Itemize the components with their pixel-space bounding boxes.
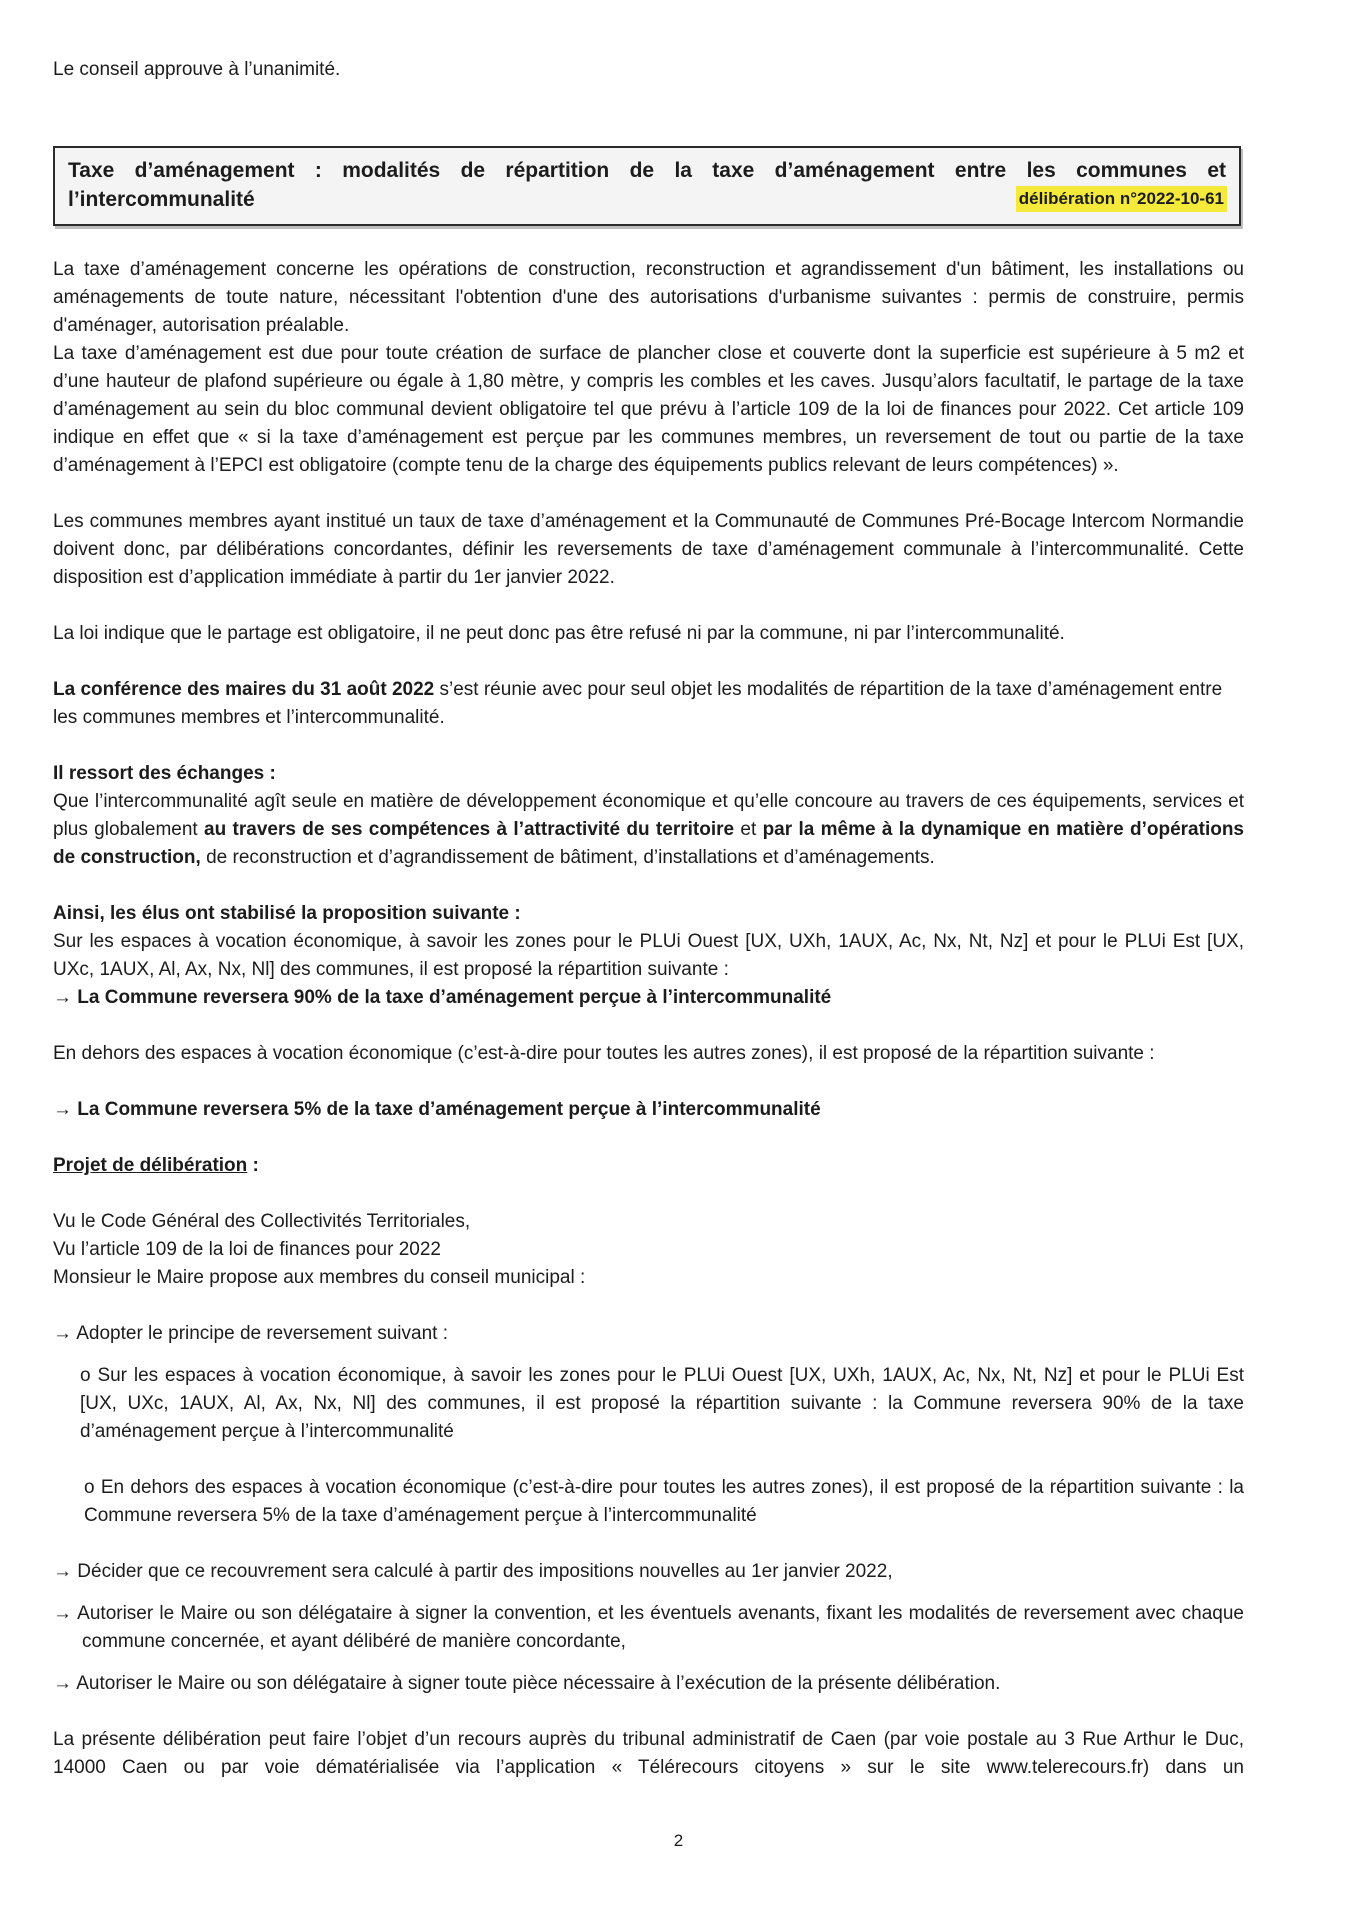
decider-item: → Décider que ce recouvrement sera calculé à partir des impositions nouvelles au 1er janvier 2022, xyxy=(53,1561,893,1582)
arrow-5-percent xyxy=(53,1096,1244,1124)
deliberation-title-line1: Taxe d’aménagement : modalités de répartition de la taxe d’aménagement entre les communes et xyxy=(68,159,1226,182)
autoriser-pieces-item: → Autoriser le Maire ou son délégataire à signer toute pièce nécessaire à l’exécution de la présente délibération. xyxy=(53,1673,1001,1694)
paragraph-definition: La taxe d’aménagement concerne les opérations de construction, reconstruction et agrandissement d'un bâtiment, les installations ou aménagements de toute nature, nécessitant l'obtention d'une des autorisations d'urbanisme suivantes : permis de construire, permis d'aménager, autorisation préalable. xyxy=(53,259,1244,336)
echanges-heading xyxy=(53,760,1244,788)
echanges-text-e: de reconstruction et d’agrandissement de bâtiment, d’installations et d’aménagements. xyxy=(200,847,935,868)
echanges-bold-b: au travers de ses compétences à l’attractivité du territoire xyxy=(204,819,735,840)
option-other-zones: o En dehors des espaces à vocation économique (c’est-à-dire pour toutes les autres zones), il est proposé de la répartition suivante : la Commune reversera 5% de la taxe d’aménagement perçue à l’intercommunalité xyxy=(84,1477,1244,1526)
paragraph-recours: La présente délibération peut faire l’objet d’un recours auprès du tribunal administratif de Caen (par voie postale au 3 Rue Arthur le Duc, 14000 Caen ou par voie dématérialisée via l’application « Télérecours citoyens » sur le site www.telerecours.fr) dans un xyxy=(53,1729,1244,1778)
paragraph-ainsi: Sur les espaces à vocation économique, à savoir les zones pour le PLUi Ouest [UX, UXh, 1AUX, Ac, Nx, Nt, Nz] et pour le PLUi Est [UX, UXc, 1AUX, Al, Ax, Nx, Nl] des communes, il est proposé la répartition suivante : xyxy=(53,931,1244,980)
ainsi-heading xyxy=(53,900,1244,928)
arrow-90-percent xyxy=(53,984,1244,1012)
conference-date-bold: La conférence des maires du 31 août 2022 xyxy=(53,679,435,700)
paragraph-communes: Les communes membres ayant institué un taux de taxe d’aménagement et la Communauté de Communes Pré-Bocage Intercom Normandie doivent donc, par délibérations concordantes, définir les reversements de taxe d’aménagement communale à l’intercommunalité. Cette disposition est d’application immédiate à partir du 1er janvier 2022. xyxy=(53,511,1244,588)
conference-text: s’est réunie avec pour seul objet les modalités de répartition de la taxe d’aménagement entre les communes membres et l’intercommunalité. xyxy=(53,679,1223,728)
echanges-bold-d: par la même à la dynamique en matière d’opérations de construction, xyxy=(53,819,1244,868)
projet-heading-text: Projet de délibération xyxy=(53,1155,248,1176)
adopter-item: → Adopter le principe de reversement suivant : xyxy=(53,1323,448,1344)
deliberation-reference-highlight: délibération n°2022-10-61 xyxy=(1016,186,1227,212)
paragraph-law: La loi indique que le partage est obligatoire, il ne peut donc pas être refusé ni par la commune, ni par l’intercommunalité. xyxy=(53,623,1065,644)
autoriser-convention-item: → Autoriser le Maire ou son délégataire à signer la convention, et les éventuels avenants, fixant les modalités de reversement avec chaque commune concernée, et ayant délibéré de manière concordante, xyxy=(53,1603,1244,1652)
vu-cgct: Vu le Code Général des Collectivités Territoriales, xyxy=(53,1211,471,1232)
echanges-text-a: Que l’intercommunalité agît seule en matière de développement économique et qu’elle concoure au travers de ces équipements, services et plus globalement xyxy=(53,791,1244,840)
deliberation-title-line2: l’intercommunalité xyxy=(68,188,255,211)
echanges-text-c: et xyxy=(734,819,763,840)
maire-propose: Monsieur le Maire propose aux membres du conseil municipal : xyxy=(53,1267,586,1288)
paragraph-due: La taxe d’aménagement est due pour toute création de surface de plancher close et couverte dont la superficie est supérieure à 5 m2 et d’une hauteur de plafond supérieure ou égale à 1,80 mètre, y compris les combles et les caves. Jusqu’alors facultatif, le partage de la taxe d’aménagement au sein du bloc communal devient obligatoire tel que prévu à l’article 109 de la loi de finances pour 2022. Cet article 109 indique en effet que « si la taxe d’aménagement est perçue par les communes membres, un reversement de tout ou partie de la taxe d’aménagement à l’EPCI est obligatoire (compte tenu de la charge des équipements publics relevant de leurs compétences) ». xyxy=(53,343,1244,476)
page-number: 2 xyxy=(673,1831,684,1850)
deliberation-title-box xyxy=(53,146,1241,226)
paragraph-hors: En dehors des espaces à vocation économique (c’est-à-dire pour toutes les autres zones), il est proposé de la répartition suivante : xyxy=(53,1043,1155,1064)
echanges-heading-text: Il ressort des échanges : xyxy=(53,763,276,784)
ainsi-heading-text: Ainsi, les élus ont stabilisé la proposition suivante : xyxy=(53,903,521,924)
vu-article: Vu l’article 109 de la loi de finances pour 2022 xyxy=(53,1239,441,1260)
option-economic-zones: o Sur les espaces à vocation économique, à savoir les zones pour le PLUi Ouest [UX, UXh, 1AUX, Ac, Nx, Nt, Nz] et pour le PLUi Est [UX, UXc, 1AUX, Al, Ax, Nx, Nl] des communes, il est proposé la répartition suivante : la Commune reversera 90% de la taxe d’aménagement perçue à l’intercommunalité xyxy=(80,1365,1244,1442)
approval-line: Le conseil approuve à l’unanimité. xyxy=(53,59,341,80)
arrow-90-text: → La Commune reversera 90% de la taxe d’aménagement perçue à l’intercommunalité xyxy=(53,987,832,1008)
arrow-5-text: → La Commune reversera 5% de la taxe d’aménagement perçue à l’intercommunalité xyxy=(53,1099,821,1120)
paragraph-echanges xyxy=(53,788,1244,872)
projet-heading xyxy=(53,1152,1244,1180)
paragraph-conference xyxy=(53,676,1244,732)
projet-heading-colon: : xyxy=(247,1155,259,1176)
